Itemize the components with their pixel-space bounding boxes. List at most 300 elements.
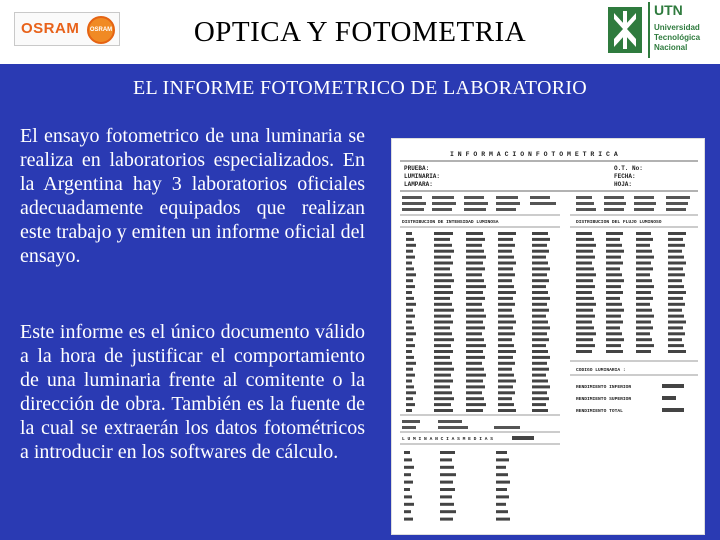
scan-text-line: [606, 256, 621, 259]
scan-text-line: [466, 297, 485, 300]
scan-text-line: [576, 244, 596, 247]
scan-text-line: [496, 518, 510, 521]
scan-text-line: [466, 403, 486, 406]
scan-text-line: [434, 285, 451, 288]
scan-text-line: [668, 338, 682, 341]
scan-text-line: [466, 321, 483, 324]
scan-text-line: [434, 374, 451, 377]
scan-text-line: [406, 256, 415, 259]
scan-text-line: [576, 326, 594, 329]
scan-text-line: [406, 344, 415, 347]
report-right-rows: [576, 232, 686, 353]
scan-text-line: [532, 303, 547, 306]
scan-text-line: [532, 297, 550, 300]
scan-text-line: [434, 321, 453, 324]
scan-text-line: [406, 356, 414, 359]
scan-text-line: [434, 315, 451, 318]
scan-text-line: [406, 409, 412, 412]
osram-badge-icon: OSRAM: [87, 16, 115, 44]
scan-text-line: [434, 326, 450, 329]
photometric-report-image: [391, 138, 705, 535]
scan-text-line: [404, 510, 411, 513]
report-summary-codigo: CODIGO LUMINARIA :: [576, 368, 626, 373]
scan-text-line: [406, 291, 412, 294]
scan-text-line: [498, 391, 515, 394]
report-left-rows: [406, 232, 550, 412]
scan-text-line: [496, 503, 506, 506]
scan-text-line: [440, 488, 455, 491]
scan-text-line: [498, 409, 516, 412]
scan-text-line: [636, 285, 654, 288]
scan-text-line: [406, 267, 414, 270]
scan-text-line: [496, 495, 509, 498]
scan-text-line: [606, 250, 624, 253]
scan-text-line: [668, 321, 686, 324]
scan-text-line: [636, 321, 651, 324]
scan-text-line: [434, 350, 453, 353]
scan-text-line: [606, 344, 621, 347]
scan-text-line: [576, 309, 593, 312]
scan-text-line: [406, 244, 416, 247]
scan-text-line: [636, 267, 653, 270]
scan-text-line: [406, 303, 416, 306]
scan-text-line: [406, 232, 412, 235]
report-left-table-header: [402, 196, 556, 211]
report-scan-drawing: [392, 139, 705, 535]
scan-text-line: [576, 315, 595, 318]
scan-text-line: [434, 391, 452, 394]
scan-text-line: [440, 503, 454, 506]
scan-text-line: [606, 321, 623, 324]
scan-text-line: [404, 458, 412, 461]
scan-text-line: [636, 250, 652, 253]
scan-text-line: [406, 332, 416, 335]
report-field-hoja: HOJA:: [614, 181, 633, 188]
utn-line-3: Nacional: [654, 43, 688, 52]
scan-text-line: [576, 291, 592, 294]
scan-text-line: [466, 303, 482, 306]
scan-text-line: [498, 309, 512, 312]
scan-text-line: [496, 481, 510, 484]
scan-text-line: [434, 332, 452, 335]
scan-text-line: [606, 291, 623, 294]
paragraph-2: Este informe es el único documento válido a la hora de justificar el comportamiento de una luminaria frente al comitente o la dirección de obra. También es la fuente de la cual se extraerán los datos fotométricos a introducir en los softwares de cálculo.: [20, 321, 365, 463]
scan-text-line: [606, 267, 620, 270]
report-right-heading: DISTRIBUCION DEL FLUJO LUMINOSO: [576, 220, 662, 225]
scan-text-line: [636, 279, 652, 282]
utn-divider: [648, 2, 650, 58]
scan-text-line: [576, 262, 592, 265]
scan-text-line: [496, 488, 507, 491]
scan-text-line: [636, 344, 654, 347]
scan-text-line: [406, 362, 416, 365]
scan-text-line: [440, 466, 454, 469]
scan-text-line: [576, 238, 594, 241]
scan-text-line: [606, 332, 622, 335]
scan-text-line: [466, 238, 485, 241]
report-luminance-rows: [404, 451, 510, 521]
scan-text-line: [406, 297, 414, 300]
report-field-fecha: FECHA:: [614, 173, 636, 180]
scan-text-line: [434, 362, 452, 365]
scan-text-line: [406, 403, 415, 406]
scan-text-line: [498, 356, 513, 359]
scan-text-line: [532, 315, 546, 318]
report-field-prueba: PRUEBA:: [404, 165, 430, 172]
scan-text-line: [498, 338, 512, 341]
scan-text-line: [466, 256, 486, 259]
scan-text-line: [668, 309, 682, 312]
scan-text-line: [404, 503, 414, 506]
scan-text-line: [434, 397, 454, 400]
scan-text-line: [636, 238, 653, 241]
scan-text-line: [498, 332, 515, 335]
scan-text-line: [532, 285, 546, 288]
scan-text-line: [466, 273, 482, 276]
scan-text-line: [406, 338, 413, 341]
report-field-lampara: LAMPARA:: [404, 181, 433, 188]
scan-text-line: [498, 321, 516, 324]
scan-text-line: [404, 466, 414, 469]
scan-text-line: [466, 279, 484, 282]
scan-text-line: [434, 238, 450, 241]
scan-text-line: [466, 397, 484, 400]
scan-text-line: [532, 332, 547, 335]
scan-text-line: [434, 279, 454, 282]
scan-text-line: [532, 403, 546, 406]
scan-text-line: [498, 291, 516, 294]
scan-text-line: [532, 238, 550, 241]
scan-text-line: [668, 332, 685, 335]
scan-text-line: [532, 368, 549, 371]
osram-logo-word: OSRAM: [21, 20, 80, 37]
scan-text-line: [576, 285, 595, 288]
utn-logo: [604, 2, 716, 60]
scan-text-line: [406, 380, 412, 383]
scan-text-line: [668, 256, 684, 259]
scan-text-line: [434, 267, 450, 270]
scan-text-line: [434, 262, 453, 265]
scan-text-line: [532, 273, 547, 276]
scan-text-line: [466, 244, 482, 247]
scan-text-line: [636, 326, 653, 329]
scan-text-line: [668, 232, 686, 235]
scan-text-line: [668, 279, 682, 282]
scan-text-line: [466, 309, 484, 312]
scan-text-line: [434, 250, 454, 253]
scan-text-line: [636, 244, 650, 247]
scan-text-line: [498, 267, 513, 270]
scan-text-line: [576, 321, 592, 324]
paragraph-1: El ensayo fotometrico de una luminaria se realiza en laboratorios especializados. En la Argentina hay 3 laboratorios oficiales adecuadamente equipados que realizan este trabajo y emiten un informe oficial del ensayo.: [20, 125, 365, 267]
scan-text-line: [636, 256, 654, 259]
scan-text-line: [606, 232, 623, 235]
scan-text-line: [466, 374, 486, 377]
scan-text-line: [498, 297, 513, 300]
scan-text-line: [434, 403, 451, 406]
scan-text-line: [466, 391, 482, 394]
scan-text-line: [498, 262, 516, 265]
scan-text-line: [498, 403, 514, 406]
scan-text-line: [440, 481, 453, 484]
scan-text-line: [406, 326, 414, 329]
scan-text-line: [636, 332, 650, 335]
scan-text-line: [406, 273, 416, 276]
report-summary-total: RENDIMIENTO TOTAL: [576, 409, 623, 414]
scan-text-line: [606, 285, 621, 288]
scan-text-line: [406, 374, 415, 377]
scan-text-line: [498, 238, 513, 241]
scan-text-line: [434, 244, 452, 247]
scan-text-line: [466, 380, 483, 383]
scan-text-line: [466, 344, 486, 347]
scan-text-line: [532, 344, 546, 347]
scan-text-line: [466, 285, 486, 288]
scan-text-line: [440, 451, 455, 454]
scan-text-line: [406, 250, 413, 253]
scan-text-line: [668, 350, 686, 353]
scan-text-line: [636, 315, 654, 318]
scan-text-line: [606, 297, 620, 300]
scan-text-line: [498, 344, 514, 347]
scan-text-line: [498, 385, 513, 388]
scan-text-line: [532, 244, 547, 247]
scan-text-line: [668, 238, 683, 241]
scan-text-line: [636, 303, 650, 306]
scan-text-line: [466, 250, 484, 253]
scan-text-line: [404, 488, 410, 491]
scan-text-line: [636, 297, 653, 300]
scan-text-line: [498, 374, 514, 377]
scan-text-line: [466, 262, 483, 265]
scan-text-line: [406, 321, 412, 324]
scan-text-line: [406, 397, 413, 400]
scan-text-line: [576, 344, 595, 347]
scan-text-line: [406, 279, 413, 282]
scan-text-line: [636, 291, 651, 294]
scan-text-line: [636, 273, 650, 276]
scan-text-line: [466, 409, 483, 412]
scan-text-line: [576, 273, 596, 276]
scan-text-line: [406, 368, 413, 371]
scan-text-line: [532, 380, 548, 383]
scan-text-line: [498, 256, 514, 259]
scan-text-line: [668, 244, 685, 247]
scan-text-line: [498, 232, 516, 235]
scan-text-line: [496, 458, 509, 461]
scan-text-line: [532, 338, 549, 341]
report-field-luminaria: LUMINARIA:: [404, 173, 441, 180]
scan-text-line: [532, 256, 546, 259]
scan-text-line: [466, 267, 485, 270]
scan-text-line: [576, 350, 592, 353]
scan-text-line: [466, 326, 485, 329]
scan-text-line: [606, 238, 620, 241]
scan-text-line: [532, 267, 550, 270]
scan-text-line: [532, 326, 550, 329]
scan-text-line: [406, 350, 412, 353]
scan-text-line: [496, 466, 506, 469]
scan-text-line: [606, 244, 622, 247]
scan-text-line: [576, 256, 595, 259]
scan-text-line: [636, 232, 651, 235]
scan-text-line: [636, 350, 651, 353]
scan-text-line: [498, 397, 512, 400]
scan-text-line: [404, 518, 413, 521]
scan-text-line: [434, 409, 453, 412]
slide-subtitle: EL INFORME FOTOMETRICO DE LABORATORIO: [132, 77, 588, 99]
scan-text-line: [606, 315, 621, 318]
scan-text-line: [532, 356, 550, 359]
scan-text-line: [406, 285, 415, 288]
scan-text-line: [466, 232, 483, 235]
report-summary-inferior: RENDIMIENTO INFERIOR: [576, 385, 632, 390]
scan-text-line: [434, 297, 450, 300]
scan-text-line: [406, 385, 414, 388]
scan-text-line: [496, 451, 507, 454]
scan-text-line: [532, 309, 549, 312]
scan-text-line: [498, 368, 512, 371]
scan-text-line: [576, 338, 593, 341]
utn-emblem-icon: [606, 5, 644, 55]
utn-acronym: UTN: [654, 2, 683, 18]
page-title: OPTICA Y FOTOMETRIA: [193, 16, 527, 48]
scan-text-line: [532, 291, 548, 294]
scan-text-line: [532, 391, 547, 394]
scan-text-line: [466, 291, 483, 294]
scan-text-line: [606, 350, 623, 353]
scan-text-line: [532, 350, 548, 353]
scan-text-line: [498, 285, 514, 288]
report-header-text: I N F O R M A C I O N F O T O M E T R I C A: [450, 151, 618, 158]
scan-text-line: [532, 321, 548, 324]
scan-text-line: [668, 250, 682, 253]
scan-text-line: [532, 397, 549, 400]
scan-text-line: [440, 510, 456, 513]
scan-text-line: [498, 380, 516, 383]
scan-text-line: [434, 338, 454, 341]
scan-text-line: [496, 473, 508, 476]
scan-text-line: [532, 409, 548, 412]
osram-logo: [14, 12, 120, 46]
scan-text-line: [466, 350, 483, 353]
scan-text-line: [606, 309, 624, 312]
scan-text-line: [466, 315, 486, 318]
scan-text-line: [668, 297, 683, 300]
scan-text-line: [434, 344, 451, 347]
scan-text-line: [498, 250, 512, 253]
scan-text-line: [532, 279, 549, 282]
scan-text-line: [576, 332, 596, 335]
scan-text-line: [606, 326, 620, 329]
scan-text-line: [440, 473, 456, 476]
scan-text-line: [434, 385, 450, 388]
scan-text-line: [434, 291, 453, 294]
scan-text-line: [434, 256, 451, 259]
scan-text-line: [576, 303, 596, 306]
scan-text-line: [532, 262, 548, 265]
report-left-heading: DISTRIBUCION DE INTENSIDAD LUMINOSA: [402, 220, 499, 225]
scan-text-line: [576, 250, 593, 253]
scan-text-line: [606, 262, 623, 265]
scan-text-line: [466, 356, 485, 359]
scan-text-line: [434, 356, 450, 359]
scan-text-line: [668, 344, 684, 347]
scan-text-line: [668, 285, 684, 288]
scan-text-line: [532, 385, 550, 388]
scan-text-line: [466, 385, 485, 388]
utn-line-2: Tecnológica: [654, 33, 701, 42]
scan-text-line: [404, 451, 410, 454]
report-right-table-header: [576, 196, 690, 211]
scan-text-line: [532, 250, 549, 253]
report-field-ot: O.T. No:: [614, 165, 643, 172]
scan-text-line: [606, 273, 622, 276]
scan-text-line: [576, 232, 592, 235]
scan-text-line: [404, 495, 412, 498]
scan-text-line: [668, 291, 686, 294]
scan-text-line: [404, 481, 413, 484]
scan-text-line: [498, 350, 516, 353]
report-luminance-heading: L U M I N A N C I A S M E D I A S: [402, 437, 493, 442]
report-summary-superior: RENDIMIENTO SUPERIOR: [576, 397, 632, 402]
scan-text-line: [668, 262, 686, 265]
scan-text-line: [532, 362, 547, 365]
scan-text-line: [576, 297, 594, 300]
scan-text-line: [576, 279, 593, 282]
scan-text-line: [668, 303, 685, 306]
scan-text-line: [576, 267, 594, 270]
scan-text-line: [668, 326, 683, 329]
scan-text-line: [434, 368, 454, 371]
scan-text-line: [532, 232, 548, 235]
scan-text-line: [466, 338, 484, 341]
scan-text-line: [440, 495, 452, 498]
slide-header: [0, 0, 720, 64]
scan-text-line: [440, 458, 452, 461]
scan-text-line: [466, 362, 482, 365]
scan-text-line: [440, 518, 453, 521]
scan-text-line: [498, 326, 513, 329]
scan-text-line: [496, 510, 508, 513]
utn-line-1: Universidad: [654, 23, 700, 32]
scan-text-line: [404, 473, 411, 476]
scan-text-line: [466, 332, 482, 335]
scan-text-line: [606, 338, 624, 341]
scan-text-line: [406, 309, 413, 312]
scan-text-line: [498, 273, 515, 276]
scan-text-line: [636, 262, 651, 265]
scan-text-line: [466, 368, 484, 371]
scan-text-line: [434, 303, 452, 306]
scan-text-line: [498, 315, 514, 318]
scan-text-line: [498, 244, 515, 247]
scan-text-line: [668, 267, 683, 270]
scan-text-line: [668, 273, 685, 276]
scan-text-line: [532, 374, 546, 377]
scan-text-line: [636, 309, 652, 312]
scan-text-line: [406, 238, 414, 241]
scan-text-line: [434, 309, 454, 312]
scan-text-line: [498, 303, 515, 306]
scan-text-line: [498, 362, 515, 365]
scan-text-line: [406, 315, 415, 318]
scan-text-line: [606, 303, 622, 306]
scan-text-line: [498, 279, 512, 282]
scan-text-line: [636, 338, 652, 341]
scan-text-line: [406, 391, 416, 394]
scan-text-line: [406, 262, 412, 265]
